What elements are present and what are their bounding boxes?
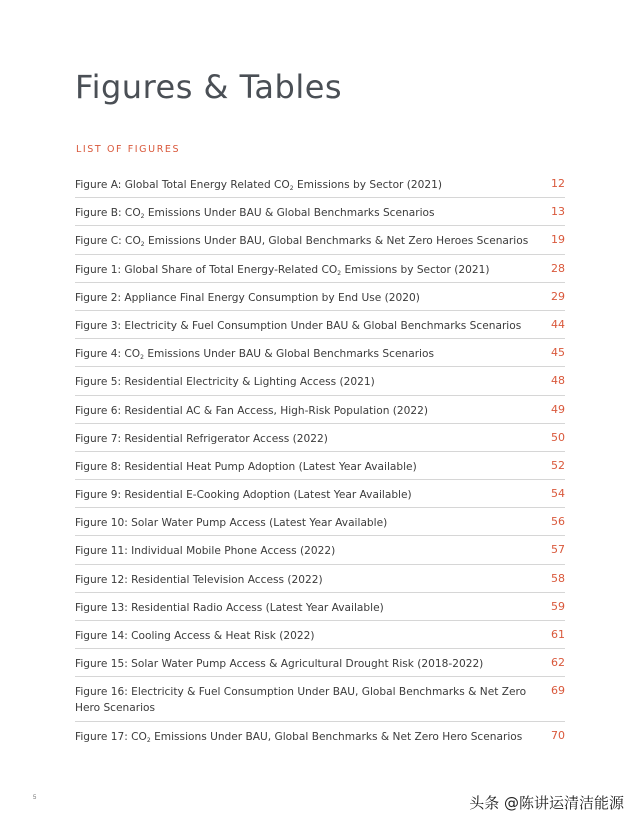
toc-title: Figure 1: Global Share of Total Energy-Related $CO_2$ Emissions by Sector (2021) [75,263,490,277]
toc-row-figure-6[interactable] [75,396,565,424]
toc-page-number: 70 [551,729,565,743]
page-title: Figures & Tables [75,68,343,106]
toc-page-number: 44 [551,317,565,331]
toc-title: Figure 3: Electricity & Fuel Consumption Under BAU & Global Benchmarks Scenarios [75,319,522,332]
toc-row-figure-5[interactable] [75,367,565,395]
toc-page-number: 62 [551,656,565,670]
toc-title: Figure 17: $CO_2$ Emissions Under BAU, Global Benchmarks & Net Zero Hero Scenarios [75,731,523,745]
toc-page-number: 49 [551,402,565,416]
toc-title: Figure 10: Solar Water Pump Access (Latest Year Available) [75,517,388,530]
toc-title: Figure 12: Residential Television Access (2022) [75,573,323,586]
toc-row-figure-7[interactable] [75,424,565,452]
toc-page-number: 58 [551,571,565,585]
toc-row-figure-17[interactable] [75,722,565,750]
toc-title: Figure 4: $CO_2$ Emissions Under BAU & Global Benchmarks Scenarios [75,348,434,362]
toc-title: Figure 6: Residential AC & Fan Access, High-Risk Population (2022) [75,404,429,417]
toc-page-number: 54 [551,487,565,501]
toc-row-figure-a[interactable] [75,170,565,198]
toc-page-number: 56 [551,515,565,529]
toc-title: Figure 5: Residential Electricity & Lighting Access (2021) [75,376,375,389]
toc-title: Figure 16: Electricity & Fuel Consumption Under BAU, Global Benchmarks & Net Zero Hero Scenarios [75,686,527,715]
toc-row-figure-8[interactable] [75,452,565,480]
toc-title: Figure 2: Appliance Final Energy Consumption by End Use (2020) [75,291,420,304]
toc-title: Figure 11: Individual Mobile Phone Access (2022) [75,545,336,558]
toc-page-number: 57 [551,543,565,557]
toc-page-number: 45 [551,346,565,360]
toc-title: Figure 7: Residential Refrigerator Access (2022) [75,432,328,445]
toc-row-figure-b[interactable] [75,198,565,226]
toc-page-number: 61 [551,628,565,641]
toc-row-figure-12[interactable] [75,565,565,593]
toc-title: Figure 14: Cooling Access & Heat Risk (2022) [75,630,315,642]
toc-page-number: 29 [551,289,565,303]
toc-page-number: 19 [551,233,565,247]
toc-page-number: 69 [551,684,565,698]
toc-title: Figure 8: Residential Heat Pump Adoption (Latest Year Available) [75,460,417,473]
toc-page-number: 28 [551,261,565,275]
toc-title: Figure 9: Residential E-Cooking Adoption (Latest Year Available) [75,489,412,502]
toc-title: Figure C: $CO_2$ Emissions Under BAU, Global Benchmarks & Net Zero Heroes Scenarios [75,235,529,249]
toc-title: Figure 13: Residential Radio Access (Latest Year Available) [75,601,384,614]
page-number: 5 [33,795,37,801]
toc-row-figure-c[interactable] [75,226,565,254]
toc-page-number: 52 [551,458,565,472]
toc-page-number: 50 [551,430,565,444]
toc-title: Figure 15: Solar Water Pump Access & Agricultural Drought Risk (2018-2022) [75,658,484,671]
watermark: 头条 @陈讲运清洁能源 [469,794,624,812]
toc-row-figure-2[interactable] [75,283,565,311]
toc-page-number: 12 [551,177,565,190]
toc-title: Figure A: Global Total Energy Related $CO_2$ Emissions by Sector (2021) [75,179,443,192]
toc-row-figure-14[interactable] [75,621,565,649]
toc-page-number: 13 [551,205,565,219]
toc-page-number: 59 [551,599,565,613]
toc-row-figure-3[interactable] [75,311,565,339]
toc-row-figure-4[interactable] [75,339,565,367]
toc-row-figure-1[interactable] [75,255,565,283]
toc-title: Figure B: $CO_2$ Emissions Under BAU & Global Benchmarks Scenarios [75,207,435,221]
list-of-figures-heading: LIST OF FIGURES [76,144,181,155]
toc-row-figure-16[interactable] [75,677,565,722]
figures-list [75,170,565,751]
toc-row-figure-11[interactable] [75,536,565,564]
toc-row-figure-13[interactable] [75,593,565,621]
toc-row-figure-15[interactable] [75,649,565,677]
toc-row-figure-10[interactable] [75,508,565,536]
toc-page-number: 48 [551,374,565,388]
toc-row-figure-9[interactable] [75,480,565,508]
